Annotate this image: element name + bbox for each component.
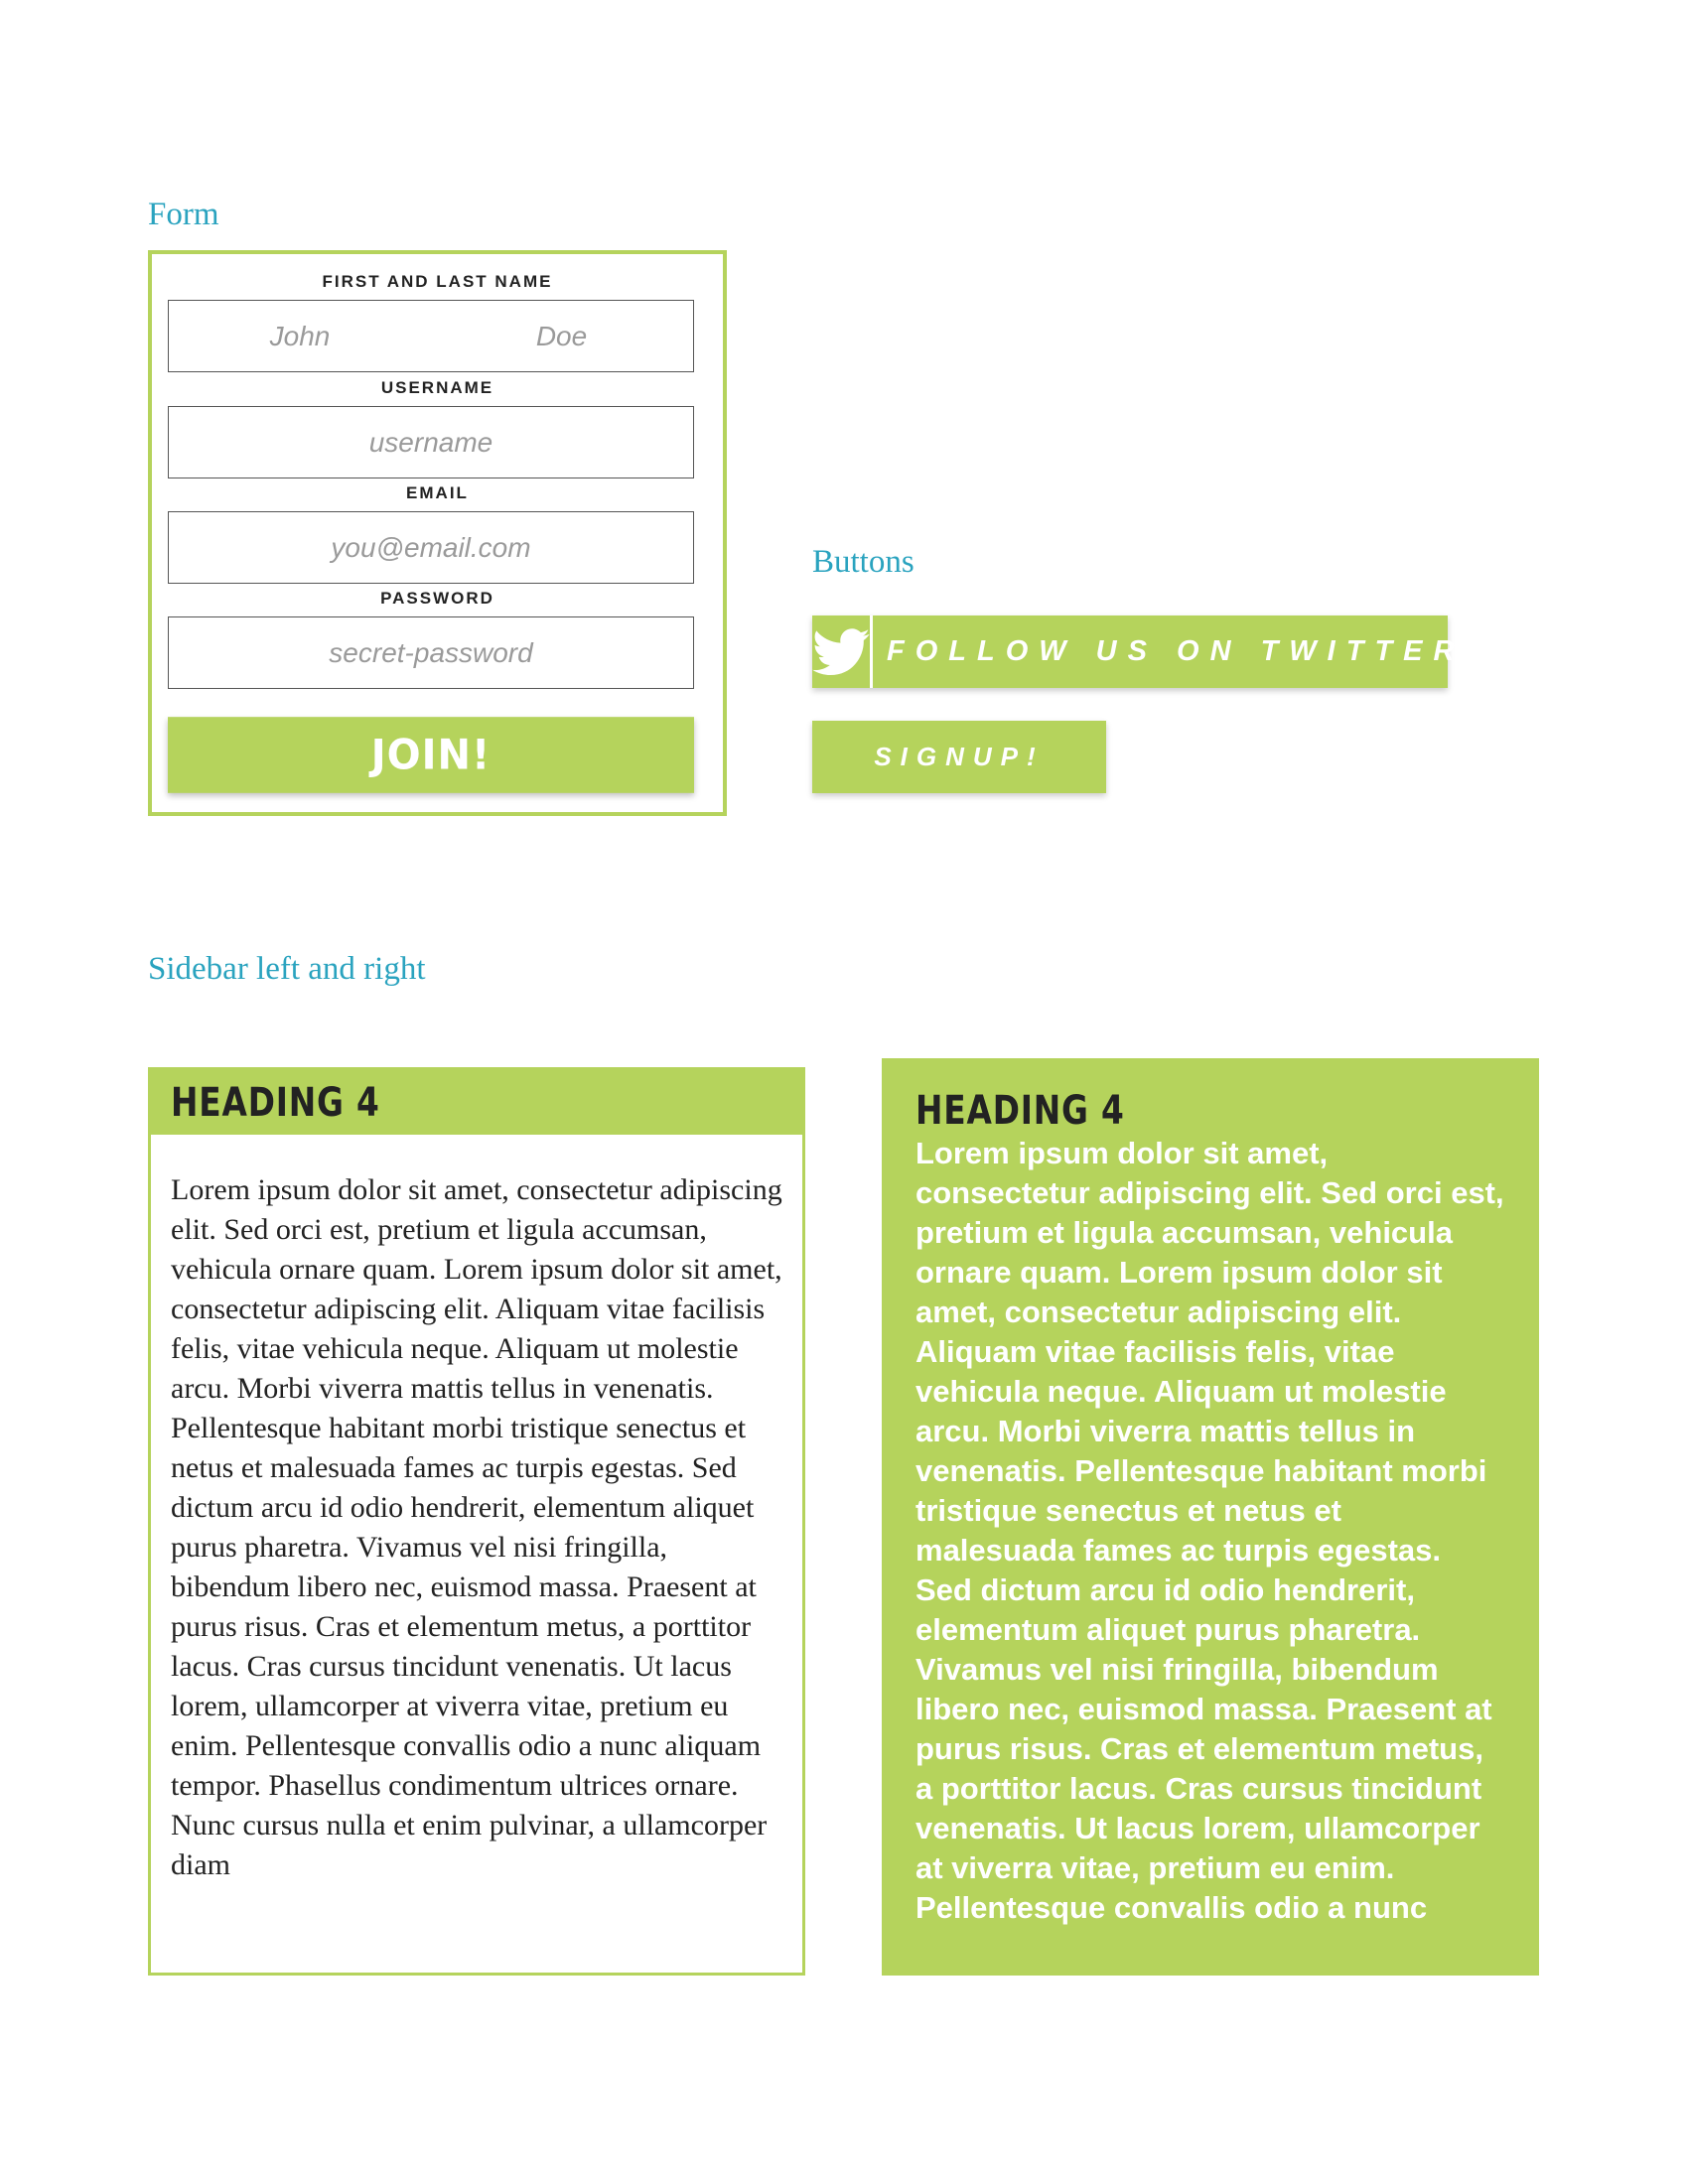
- twitter-icon-container: [812, 615, 873, 688]
- sidebar-left: [148, 1067, 805, 1976]
- first-name-input[interactable]: John: [168, 300, 432, 372]
- email-label: EMAIL: [406, 483, 469, 502]
- buttons-section-title: Buttons: [812, 544, 914, 580]
- sidebar-left-header: [151, 1070, 802, 1135]
- form-section-title: Form: [148, 197, 219, 232]
- email-input[interactable]: you@email.com: [168, 511, 694, 584]
- twitter-button-label: FOLLOW US ON TWITTER>: [887, 635, 1493, 667]
- follow-twitter-button[interactable]: [812, 615, 1493, 688]
- sidebar-section-title: Sidebar left and right: [148, 951, 426, 987]
- last-name-input[interactable]: Doe: [430, 300, 694, 372]
- sidebar-right-heading: HEADING 4: [915, 1088, 1125, 1134]
- signup-button[interactable]: SIGNUP!: [812, 721, 1106, 793]
- password-label: PASSWORD: [380, 589, 494, 608]
- username-input[interactable]: username: [168, 406, 694, 478]
- signup-form: [148, 250, 727, 816]
- username-label: USERNAME: [380, 378, 494, 397]
- name-label: FIRST AND LAST NAME: [322, 272, 553, 291]
- sidebar-right: [882, 1058, 1539, 1976]
- twitter-bird-icon: [812, 628, 870, 676]
- sidebar-right-body: Lorem ipsum dolor sit amet, consectetur adipiscing elit. Sed orci est, pretium et ligula accumsan, vehicula ornare quam. Lorem ipsum dolor sit amet, consectetur adipiscing elit. Aliquam vitae facilisis felis, vitae vehicula neque. Aliquam ut molestie arcu. Morbi viverra mattis tellus in venenatis. Pellentesque habitant morbi tristique senectus et netus et malesuada fames ac turpis egestas. Sed dictum arcu id odio hendrerit, elementum aliquet purus pharetra. Vivamus vel nisi fringilla, bibendum libero nec, euismod massa. Praesent at purus risus. Cras et elementum metus, a porttitor lacus. Cras cursus tincidunt venenatis. Ut lacus lorem, ullamcorper at viverra vitae, pretium eu enim. Pellentesque convallis odio a nunc: [915, 1136, 1504, 1925]
- sidebar-left-heading: HEADING 4: [171, 1079, 380, 1126]
- join-button[interactable]: JOIN!: [168, 717, 694, 793]
- password-input[interactable]: secret-password: [168, 616, 694, 689]
- sidebar-left-body: Lorem ipsum dolor sit amet, consectetur adipiscing elit. Sed orci est, pretium et ligula accumsan, vehicula ornare quam. Lorem ipsum dolor sit amet, consectetur adipiscing elit. Aliquam vitae facilisis felis, vitae vehicula neque. Aliquam ut molestie arcu. Morbi viverra mattis tellus in venenatis. Pellentesque habitant morbi tristique senectus et netus et malesuada fames ac turpis egestas. Sed dictum arcu id odio hendrerit, elementum aliquet purus pharetra. Vivamus vel nisi fringilla, bibendum libero nec, euismod massa. Praesent at purus risus. Cras et elementum metus, a porttitor lacus. Cras cursus tincidunt venenatis. Ut lacus lorem, ullamcorper at viverra vitae, pretium eu enim. Pellentesque convallis odio a nunc aliquam tempor. Phasellus condimentum ultrices ornare. Nunc cursus nulla et enim pulvinar, a ullamcorper diam: [171, 1173, 782, 1881]
